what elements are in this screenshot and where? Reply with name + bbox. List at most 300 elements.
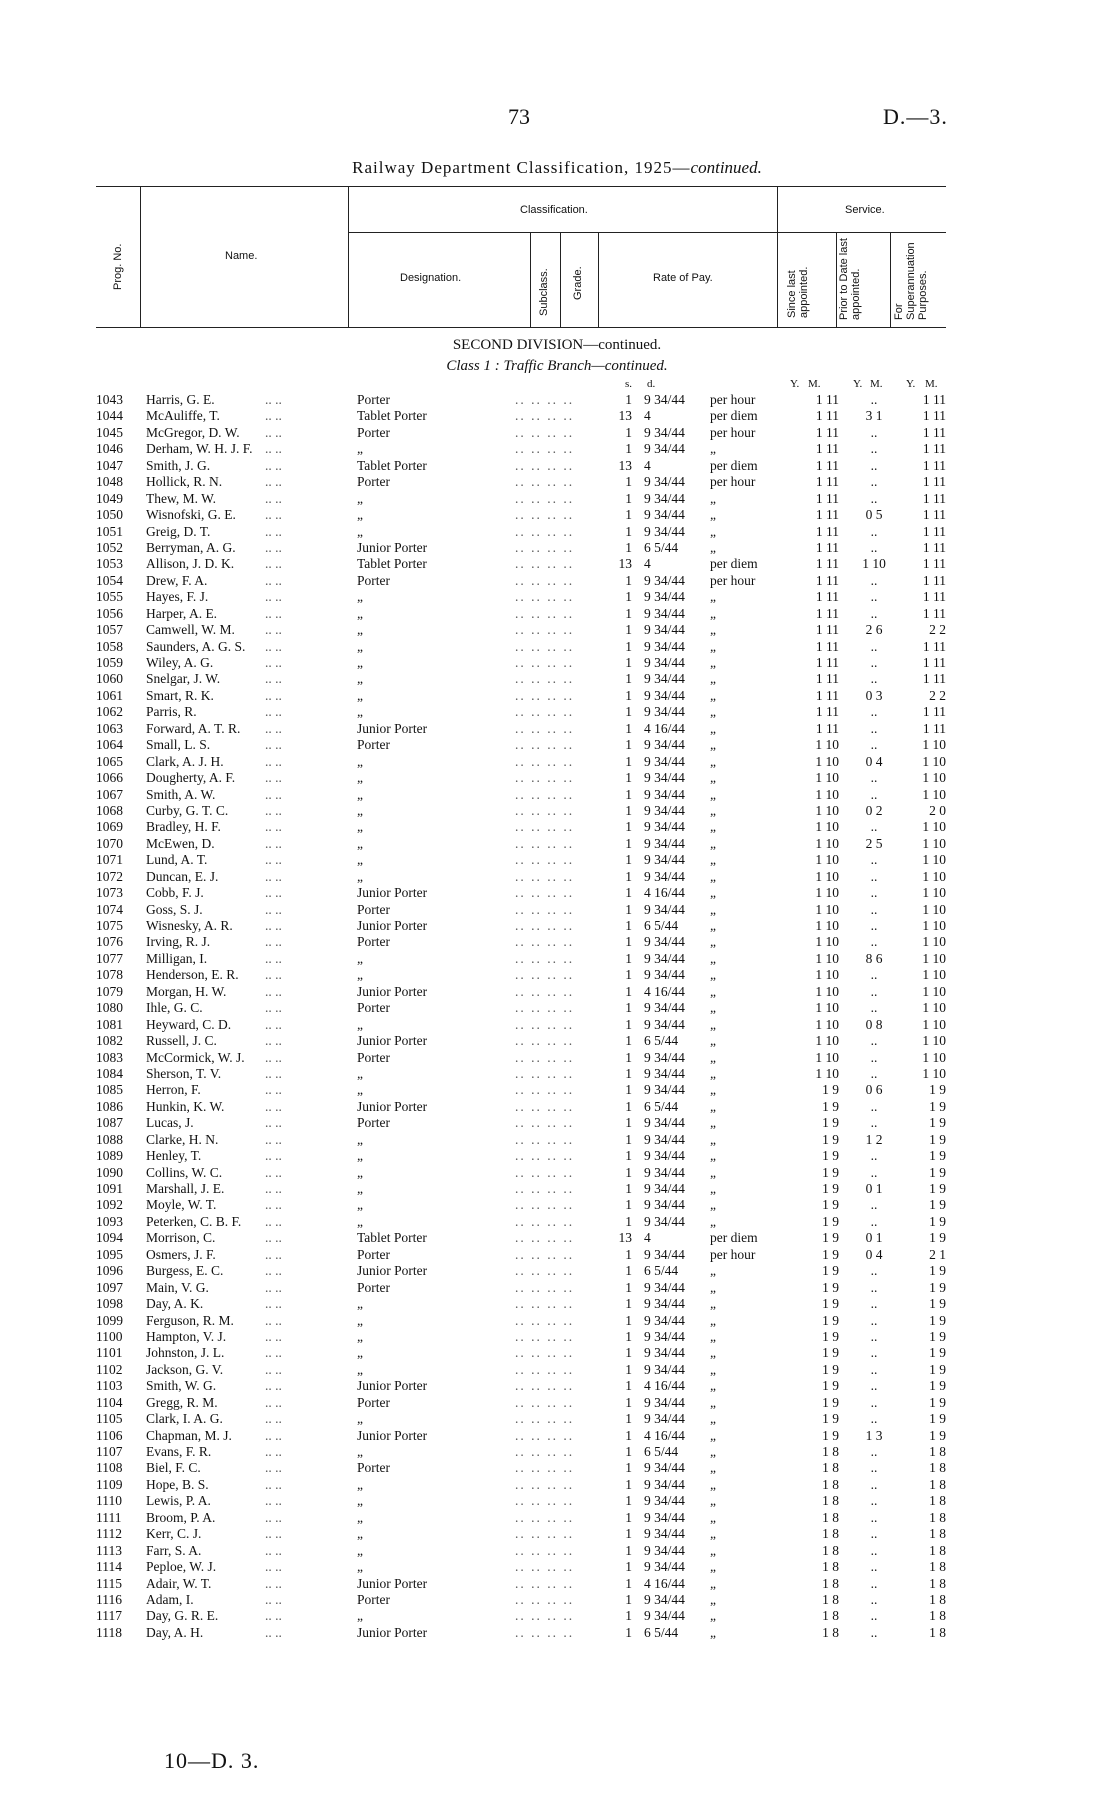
designation-cell: „ xyxy=(357,1411,363,1427)
rate-period-cell: „ xyxy=(710,687,716,703)
since-last-appointed-cell: 1 11 xyxy=(815,457,839,473)
designation-cell: „ xyxy=(357,1345,363,1361)
superannuation-service-cell: 1 11 xyxy=(922,638,946,654)
rate-period-cell: „ xyxy=(710,885,716,901)
leader-dots: .. .. xyxy=(265,1493,282,1509)
leader-dots: .. .. .. .. xyxy=(515,1394,575,1410)
prog-no-cell: 1090 xyxy=(96,1164,123,1180)
designation-cell: „ xyxy=(357,950,363,966)
since-last-appointed-cell: 1 11 xyxy=(815,638,839,654)
since-last-appointed-cell: 1 9 xyxy=(822,1115,839,1131)
rate-pence-cell: 9 34/44 xyxy=(644,753,685,769)
leader-dots: .. .. xyxy=(265,1591,282,1607)
table-row xyxy=(0,934,1114,950)
table-row xyxy=(0,1214,1114,1230)
prog-no-cell: 1054 xyxy=(96,572,123,588)
superannuation-service-cell: 1 11 xyxy=(922,507,946,523)
table-row xyxy=(0,1263,1114,1279)
leader-dots: .. .. .. .. xyxy=(515,457,575,473)
prior-to-appointment-cell: .. xyxy=(870,1345,878,1361)
prog-no-cell: 1097 xyxy=(96,1279,123,1295)
designation-cell: „ xyxy=(357,1164,363,1180)
rate-period-cell: per diem xyxy=(710,457,758,473)
superannuation-service-cell: 1 11 xyxy=(922,655,946,670)
prior-to-appointment-cell: .. xyxy=(870,967,878,983)
leader-dots: .. .. xyxy=(265,1082,282,1098)
superannuation-service-cell: 1 10 xyxy=(922,1065,946,1081)
name-cell: Ferguson, R. M. xyxy=(146,1312,234,1328)
leader-dots: .. .. xyxy=(265,1279,282,1295)
since-last-appointed-cell: 1 10 xyxy=(815,737,839,753)
leader-dots: .. .. .. .. xyxy=(515,934,575,950)
rate-period-cell: „ xyxy=(710,835,716,851)
leader-dots: .. .. xyxy=(265,720,282,736)
prog-no-cell: 1073 xyxy=(96,885,123,901)
designation-cell: „ xyxy=(357,786,363,802)
leader-dots: .. .. .. .. xyxy=(515,885,575,901)
since-last-appointed-cell: 1 8 xyxy=(822,1493,839,1509)
rate-pence-cell: 9 34/44 xyxy=(644,1049,685,1065)
since-last-appointed-cell: 1 11 xyxy=(815,424,839,440)
since-last-appointed-cell: 1 11 xyxy=(815,408,839,424)
rate-period-cell: „ xyxy=(710,1444,716,1459)
rate-period-cell: „ xyxy=(710,523,716,539)
prog-no-cell: 1056 xyxy=(96,605,123,621)
prior-to-appointment-cell: 0 3 xyxy=(865,687,883,703)
leader-dots: .. .. xyxy=(265,1000,282,1016)
prog-no-cell: 1094 xyxy=(96,1230,123,1246)
rate-shillings-cell: 1 xyxy=(625,687,632,703)
prior-to-appointment-cell: .. xyxy=(870,1394,878,1410)
prog-no-cell: 1049 xyxy=(96,490,123,506)
rate-shillings-cell: 1 xyxy=(625,835,632,851)
table-row xyxy=(0,1477,1114,1493)
name-cell: Main, V. G. xyxy=(146,1279,209,1295)
rate-pence-cell: 9 34/44 xyxy=(644,1312,685,1328)
table-row xyxy=(0,441,1114,457)
prior-to-appointment-cell: .. xyxy=(870,589,878,605)
rate-pence-cell: 9 34/44 xyxy=(644,523,685,539)
prior-to-appointment-cell: .. xyxy=(870,852,878,868)
leader-dots: .. .. xyxy=(265,1378,282,1394)
rate-pence-cell: 9 34/44 xyxy=(644,687,685,703)
table-row xyxy=(0,1230,1114,1246)
prog-no-cell: 1052 xyxy=(96,539,123,555)
leader-dots: .. .. .. .. xyxy=(515,556,575,572)
name-cell: McGregor, D. W. xyxy=(146,424,240,440)
name-cell: Berryman, A. G. xyxy=(146,539,236,555)
table-row xyxy=(0,573,1114,589)
leader-dots: .. .. .. .. xyxy=(515,671,575,687)
rate-period-cell: per diem xyxy=(710,1230,758,1246)
designation-cell: Porter xyxy=(357,1460,390,1476)
name-cell: Hampton, V. J. xyxy=(146,1328,227,1344)
leader-dots: .. .. .. .. xyxy=(515,802,575,818)
designation-cell: „ xyxy=(357,638,363,654)
prior-to-appointment-cell: .. xyxy=(870,1575,878,1591)
rate-shillings-cell: 1 xyxy=(625,523,632,539)
table-row xyxy=(0,1197,1114,1213)
designation-cell: „ xyxy=(357,967,363,983)
since-last-appointed-cell: 1 10 xyxy=(815,918,839,933)
prior-to-appointment-cell: .. xyxy=(870,1493,878,1509)
name-cell: Hope, B. S. xyxy=(146,1476,209,1492)
table-row xyxy=(0,474,1114,490)
name-cell: Hayes, F. J. xyxy=(146,589,209,605)
leader-dots: .. .. xyxy=(265,852,282,868)
prior-to-appointment-cell: .. xyxy=(870,1098,878,1114)
leader-dots: .. .. .. .. xyxy=(515,655,575,670)
since-last-appointed-cell: 1 9 xyxy=(822,1378,839,1394)
rate-period-cell: „ xyxy=(710,1148,716,1164)
prog-no-cell: 1063 xyxy=(96,720,123,736)
prior-to-appointment-cell: .. xyxy=(870,1213,878,1229)
rate-period-cell: „ xyxy=(710,1542,716,1558)
leader-dots: .. .. .. .. xyxy=(515,1411,575,1427)
rate-shillings-cell: 1 xyxy=(625,1591,632,1607)
unit-shillings: s. xyxy=(625,378,633,390)
prog-no-cell: 1053 xyxy=(96,556,123,572)
table-row xyxy=(0,902,1114,918)
superannuation-service-cell: 1 10 xyxy=(922,950,946,966)
name-cell: Collins, W. C. xyxy=(146,1164,223,1180)
name-cell: Burgess, E. C. xyxy=(146,1263,224,1279)
since-last-appointed-cell: 1 9 xyxy=(822,1411,839,1427)
prog-no-cell: 1074 xyxy=(96,901,123,917)
rate-pence-cell: 9 34/44 xyxy=(644,1526,685,1542)
rate-period-cell: „ xyxy=(710,1509,716,1525)
name-cell: Lucas, J. xyxy=(146,1115,194,1131)
leader-dots: .. .. xyxy=(265,983,282,999)
since-last-appointed-cell: 1 11 xyxy=(815,655,839,670)
rate-shillings-cell: 13 xyxy=(618,556,632,572)
table-row xyxy=(0,770,1114,786)
since-last-appointed-cell: 1 11 xyxy=(815,556,839,572)
prior-to-appointment-cell: .. xyxy=(870,490,878,506)
rate-shillings-cell: 13 xyxy=(618,408,632,424)
superannuation-service-cell: 1 9 xyxy=(929,1115,946,1131)
designation-cell: „ xyxy=(357,1016,363,1032)
rate-pence-cell: 9 34/44 xyxy=(644,1246,685,1262)
name-cell: Saunders, A. G. S. xyxy=(146,638,246,654)
table-row xyxy=(0,1395,1114,1411)
rate-shillings-cell: 1 xyxy=(625,424,632,440)
leader-dots: .. .. xyxy=(265,572,282,588)
rate-period-cell: „ xyxy=(710,852,716,868)
since-last-appointed-cell: 1 10 xyxy=(815,753,839,769)
rate-pence-cell: 9 34/44 xyxy=(644,1065,685,1081)
rate-period-cell: „ xyxy=(710,539,716,555)
leader-dots: .. .. .. .. xyxy=(515,1559,575,1575)
prior-to-appointment-cell: .. xyxy=(870,1164,878,1180)
unit-years-super: Y. xyxy=(906,378,916,390)
superannuation-service-cell: 1 9 xyxy=(929,1328,946,1344)
rate-pence-cell: 9 34/44 xyxy=(644,1361,685,1377)
leader-dots: .. .. .. .. xyxy=(515,687,575,703)
superannuation-service-cell: 1 11 xyxy=(922,720,946,736)
designation-cell: „ xyxy=(357,671,363,687)
prog-no-cell: 1089 xyxy=(96,1148,123,1164)
superannuation-service-cell: 1 9 xyxy=(929,1230,946,1246)
rate-period-cell: „ xyxy=(710,1197,716,1213)
rate-period-cell: „ xyxy=(710,1016,716,1032)
rate-pence-cell: 9 34/44 xyxy=(644,392,685,407)
rate-shillings-cell: 1 xyxy=(625,819,632,835)
name-cell: Derham, W. H. J. F. xyxy=(146,441,253,457)
leader-dots: .. .. xyxy=(265,687,282,703)
since-last-appointed-cell: 1 9 xyxy=(822,1181,839,1196)
rate-shillings-cell: 1 xyxy=(625,638,632,654)
table-row xyxy=(0,803,1114,819)
rate-shillings-cell: 1 xyxy=(625,655,632,670)
name-cell: Milligan, I. xyxy=(146,950,208,966)
superannuation-service-cell: 1 8 xyxy=(929,1444,946,1459)
leader-dots: .. .. .. .. xyxy=(515,786,575,802)
prior-to-appointment-cell: .. xyxy=(870,1411,878,1427)
since-last-appointed-cell: 1 9 xyxy=(822,1345,839,1361)
rate-shillings-cell: 1 xyxy=(625,1016,632,1032)
superannuation-service-cell: 1 8 xyxy=(929,1559,946,1575)
prog-no-cell: 1111 xyxy=(96,1509,122,1525)
name-cell: Jackson, G. V. xyxy=(146,1361,224,1377)
leader-dots: .. .. xyxy=(265,671,282,687)
designation-cell: Junior Porter xyxy=(357,1575,428,1591)
rate-period-cell: per diem xyxy=(710,408,758,424)
rate-shillings-cell: 1 xyxy=(625,1296,632,1312)
designation-cell: „ xyxy=(357,1608,363,1624)
rate-shillings-cell: 1 xyxy=(625,1394,632,1410)
prior-to-appointment-cell: .. xyxy=(870,638,878,654)
rate-period-cell: „ xyxy=(710,1033,716,1049)
prior-to-appointment-cell: .. xyxy=(870,1526,878,1542)
rate-period-cell: „ xyxy=(710,490,716,506)
leader-dots: .. .. .. .. xyxy=(515,720,575,736)
leader-dots: .. .. xyxy=(265,1131,282,1147)
designation-cell: Porter xyxy=(357,1591,390,1607)
leader-dots: .. .. xyxy=(265,457,282,473)
name-cell: Camwell, W. M. xyxy=(146,622,235,638)
rate-period-cell: „ xyxy=(710,622,716,638)
since-last-appointed-cell: 1 8 xyxy=(822,1608,839,1624)
leader-dots: .. .. .. .. xyxy=(515,868,575,884)
prog-no-cell: 1102 xyxy=(96,1361,123,1377)
since-last-appointed-cell: 1 9 xyxy=(822,1230,839,1246)
leader-dots: .. .. .. .. xyxy=(515,852,575,868)
prog-no-cell: 1118 xyxy=(96,1624,122,1640)
leader-dots: .. .. xyxy=(265,1526,282,1542)
designation-header: Designation. xyxy=(400,272,462,284)
rate-pence-cell: 9 34/44 xyxy=(644,901,685,917)
table-row xyxy=(0,984,1114,1000)
superannuation-service-cell: 2 2 xyxy=(929,622,946,638)
prog-no-cell: 1091 xyxy=(96,1181,123,1196)
designation-cell: „ xyxy=(357,1476,363,1492)
rate-period-cell: „ xyxy=(710,1000,716,1016)
rate-pence-cell: 4 16/44 xyxy=(644,720,685,736)
footer-signature: 10—D. 3. xyxy=(164,1748,260,1773)
leader-dots: .. .. .. .. xyxy=(515,490,575,506)
leader-dots: .. .. .. .. xyxy=(515,770,575,786)
leader-dots: .. .. .. .. xyxy=(515,589,575,605)
prog-no-cell: 1043 xyxy=(96,392,123,407)
table-row xyxy=(0,1132,1114,1148)
table-row xyxy=(0,836,1114,852)
prior-to-appointment-cell: .. xyxy=(870,1065,878,1081)
leader-dots: .. .. xyxy=(265,1427,282,1443)
since-last-appointed-cell: 1 10 xyxy=(815,786,839,802)
table-row xyxy=(0,1608,1114,1624)
rate-pence-cell: 9 34/44 xyxy=(644,1411,685,1427)
prior-to-appointment-cell: .. xyxy=(870,1049,878,1065)
rate-period-cell: „ xyxy=(710,589,716,605)
since-last-appointed-cell: 1 8 xyxy=(822,1460,839,1476)
table-row xyxy=(0,1329,1114,1345)
since-last-appointed-cell: 1 8 xyxy=(822,1509,839,1525)
designation-cell: „ xyxy=(357,770,363,786)
rate-pence-cell: 9 34/44 xyxy=(644,950,685,966)
superannuation-service-cell: 1 10 xyxy=(922,770,946,786)
leader-dots: .. .. xyxy=(265,1033,282,1049)
prior-to-appointment-cell: 0 2 xyxy=(865,802,883,818)
leader-dots: .. .. .. .. xyxy=(515,1164,575,1180)
superannuation-service-cell: 1 11 xyxy=(922,671,946,687)
rate-shillings-cell: 1 xyxy=(625,934,632,950)
rate-shillings-cell: 1 xyxy=(625,1542,632,1558)
superannuation-service-cell: 1 8 xyxy=(929,1542,946,1558)
prog-no-cell: 1083 xyxy=(96,1049,123,1065)
designation-cell: Junior Porter xyxy=(357,983,428,999)
prog-no-cell: 1050 xyxy=(96,507,123,523)
prog-no-cell: 1114 xyxy=(96,1559,122,1575)
rate-period-cell: „ xyxy=(710,950,716,966)
name-cell: Moyle, W. T. xyxy=(146,1197,217,1213)
rate-pence-cell: 4 xyxy=(644,408,651,424)
superannuation-service-cell: 1 9 xyxy=(929,1213,946,1229)
designation-cell: „ xyxy=(357,1131,363,1147)
name-cell: Goss, S. J. xyxy=(146,901,203,917)
rate-pence-cell: 9 34/44 xyxy=(644,622,685,638)
superannuation-service-cell: 1 9 xyxy=(929,1164,946,1180)
since-last-appointed-cell: 1 11 xyxy=(815,523,839,539)
leader-dots: .. .. xyxy=(265,605,282,621)
rate-pence-cell: 9 34/44 xyxy=(644,737,685,753)
leader-dots: .. .. xyxy=(265,638,282,654)
designation-cell: Tablet Porter xyxy=(357,556,427,572)
leader-dots: .. .. xyxy=(265,1361,282,1377)
rate-period-cell: „ xyxy=(710,1263,716,1279)
superannuation-service-cell: 1 8 xyxy=(929,1509,946,1525)
designation-cell: „ xyxy=(357,1559,363,1575)
prog-no-header: Prog. No. xyxy=(112,243,124,290)
prior-to-appointment-cell: 2 6 xyxy=(865,622,883,638)
rate-shillings-cell: 1 xyxy=(625,1279,632,1295)
superannuation-service-cell: 1 10 xyxy=(922,835,946,851)
designation-cell: „ xyxy=(357,655,363,670)
table-row xyxy=(0,639,1114,655)
designation-cell: „ xyxy=(357,490,363,506)
page-title-continued: continued. xyxy=(690,158,762,177)
superannuation-service-cell: 1 10 xyxy=(922,901,946,917)
leader-dots: .. .. .. .. xyxy=(515,753,575,769)
rate-pence-cell: 9 34/44 xyxy=(644,424,685,440)
table-row xyxy=(0,622,1114,638)
rate-shillings-cell: 1 xyxy=(625,507,632,523)
since-last-appointed-cell: 1 9 xyxy=(822,1164,839,1180)
rate-shillings-cell: 1 xyxy=(625,918,632,933)
leader-dots: .. .. xyxy=(265,523,282,539)
since-last-appointed-cell: 1 8 xyxy=(822,1591,839,1607)
rate-pence-cell: 4 16/44 xyxy=(644,1575,685,1591)
leader-dots: .. .. .. .. xyxy=(515,1082,575,1098)
leader-dots: .. .. xyxy=(265,1115,282,1131)
rate-period-cell: „ xyxy=(710,1378,716,1394)
leader-dots: .. .. .. .. xyxy=(515,572,575,588)
superannuation-service-cell: 1 9 xyxy=(929,1378,946,1394)
since-last-appointed-cell: 1 11 xyxy=(815,704,839,720)
rate-pence-cell: 9 34/44 xyxy=(644,1608,685,1624)
prog-no-cell: 1079 xyxy=(96,983,123,999)
rate-shillings-cell: 1 xyxy=(625,1608,632,1624)
since-last-appointed-cell: 1 9 xyxy=(822,1213,839,1229)
name-cell: Allison, J. D. K. xyxy=(146,556,235,572)
rate-period-cell: „ xyxy=(710,1328,716,1344)
name-cell: Dougherty, A. F. xyxy=(146,770,236,786)
rate-pence-cell: 9 34/44 xyxy=(644,967,685,983)
since-last-appointed-cell: 1 9 xyxy=(822,1361,839,1377)
rate-pence-cell: 9 34/44 xyxy=(644,1000,685,1016)
since-last-appointed-cell: 1 10 xyxy=(815,852,839,868)
leader-dots: .. .. .. .. xyxy=(515,901,575,917)
page-number: 73 xyxy=(508,104,530,129)
prior-to-appointment-cell: .. xyxy=(870,1509,878,1525)
prog-no-cell: 1078 xyxy=(96,967,123,983)
leader-dots: .. .. .. .. xyxy=(515,1197,575,1213)
since-last-appointed-cell: 1 8 xyxy=(822,1476,839,1492)
since-last-appointed-cell: 1 8 xyxy=(822,1526,839,1542)
since-last-appointed-cell: 1 9 xyxy=(822,1197,839,1213)
prog-no-cell: 1080 xyxy=(96,1000,123,1016)
leader-dots: .. .. .. .. xyxy=(515,1476,575,1492)
rate-shillings-cell: 1 xyxy=(625,1049,632,1065)
name-cell: Henley, T. xyxy=(146,1148,202,1164)
prior-to-appointment-cell: 3 1 xyxy=(865,408,883,424)
leader-dots: .. .. .. .. xyxy=(515,1328,575,1344)
rate-shillings-cell: 1 xyxy=(625,1624,632,1640)
since-last-appointed-cell: 1 9 xyxy=(822,1427,839,1443)
leader-dots: .. .. .. .. xyxy=(515,1542,575,1558)
superannuation-service-cell: 1 9 xyxy=(929,1082,946,1098)
name-cell: Day, A. K. xyxy=(146,1296,204,1312)
prior-to-appointment-cell: .. xyxy=(870,1624,878,1640)
rate-pence-cell: 9 34/44 xyxy=(644,1197,685,1213)
rate-pence-cell: 4 xyxy=(644,457,651,473)
prior-to-appointment-cell: .. xyxy=(870,1328,878,1344)
superannuation-service-cell: 1 9 xyxy=(929,1296,946,1312)
designation-cell: „ xyxy=(357,523,363,539)
since-last-appointed-cell: 1 10 xyxy=(815,885,839,901)
since-last-appointed-cell: 1 8 xyxy=(822,1559,839,1575)
prog-no-cell: 1045 xyxy=(96,424,123,440)
rate-shillings-cell: 1 xyxy=(625,1493,632,1509)
leader-dots: .. .. .. .. xyxy=(515,523,575,539)
rate-pence-cell: 9 34/44 xyxy=(644,1493,685,1509)
leader-dots: .. .. .. .. xyxy=(515,1427,575,1443)
prog-no-cell: 1067 xyxy=(96,786,123,802)
leader-dots: .. .. xyxy=(265,490,282,506)
leader-dots: .. .. xyxy=(265,1263,282,1279)
table-row xyxy=(0,1428,1114,1444)
table-row xyxy=(0,1296,1114,1312)
